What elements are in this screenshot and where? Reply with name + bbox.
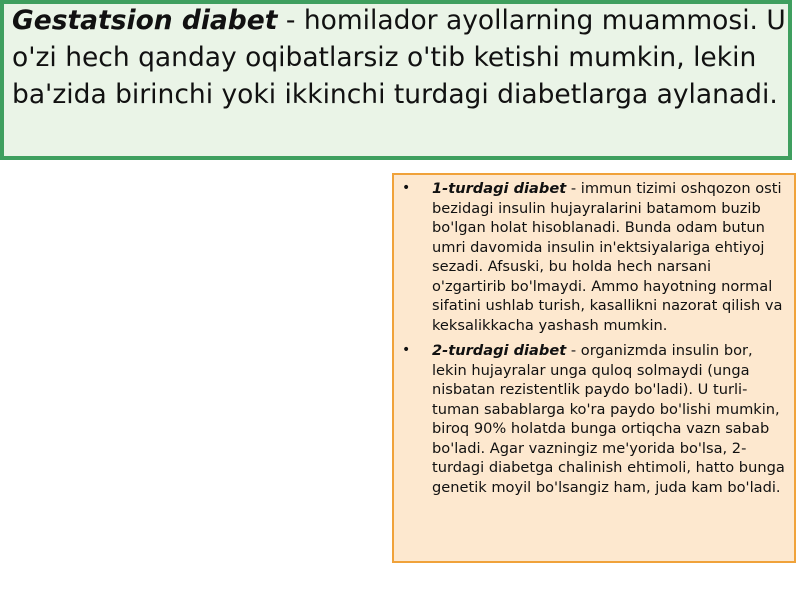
list-item-type-2 [394,341,794,497]
intro-box [0,0,792,160]
intro-text: - homilador ayollarning muammosi. U o'zi hech qanday oqibatlarsiz o'tib ketishi mumkin, lekin ba'zida birinchi yoki ikkinchi turdagi diabetlarga aylanadi. [12,5,786,110]
diabetes-types-list [394,179,794,503]
type-2-text: - organizmda insulin bor, lekin hujayralar unga quloq solmaydi (unga nisbatan rezistentlik paydo bo'ladi). U turli-tuman sabablarga ko'ra paydo bo'lishi mumkin, biroq 90% holatda bunga ortiqcha vazn sabab bo'ladi. Agar vazningiz me'yorida bo'lsa, 2-turdagi diabetga chalinish ehtimoli, hatto bunga genetik moyil bo'lsangiz ham, juda kam bo'ladi. [432,342,785,496]
bullet-icon: • [402,180,411,196]
intro-term: Gestatsion diabet [12,5,278,36]
list-item-type-1 [394,179,794,335]
intro-paragraph [12,2,788,113]
bullet-icon: • [402,342,411,358]
type-1-term: 1-turdagi diabet [432,180,567,197]
type-1-text: - immun tizimi oshqozon osti bezidagi insulin hujayralarini batamom buzib bo'lgan holat hisoblanadi. Bunda odam butun umri davomida insulin in'ektsiyalariga ehtiyoj sezadi. Afsuski, bu holda hech narsani o'zgartirib bo'lmaydi. Ammo hayotning normal sifatini ushlab turish, kasallikni nazorat qilish va keksalikkacha yashash mumkin. [432,180,783,334]
type-2-term: 2-turdagi diabet [432,342,567,359]
diabetes-types-box [392,173,796,563]
